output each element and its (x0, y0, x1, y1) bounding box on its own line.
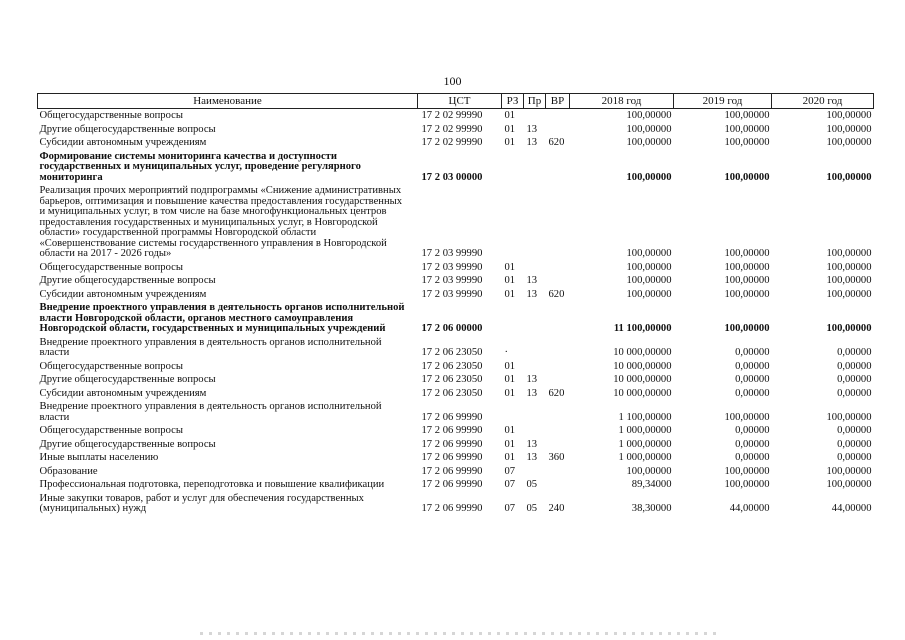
cell-y2020: 100,00000 (826, 275, 872, 286)
cell-y2020: 100,00000 (826, 137, 872, 148)
cell-y2020: 100,00000 (826, 411, 872, 423)
cell-rz: 01 (504, 452, 516, 463)
cell-name: Внедрение проектного управления в деятельность органов исполнительной власти (39, 336, 382, 358)
table-row (38, 261, 874, 275)
cell-rz: 01 (504, 374, 516, 385)
cell-y2018: 11 100,00000 (613, 323, 672, 334)
cell-vr (546, 478, 570, 492)
cell-y2020: 0,00000 (837, 347, 872, 358)
cell-y2020: 44,00000 (831, 503, 872, 514)
cell-y2020: 0,00000 (837, 438, 872, 450)
cell-y2019: 100,00000 (724, 323, 770, 334)
cell-cst: 17 2 03 00000 (421, 171, 483, 183)
cell-vr (546, 360, 570, 374)
cell-y2019: 100,00000 (724, 248, 770, 259)
cell-pr: 13 (526, 438, 538, 450)
cell-y2020: 100,00000 (826, 123, 872, 135)
cell-name: Внедрение проектного управления в деятельность органов исполнительной власти (39, 401, 382, 423)
cell-pr (524, 400, 546, 424)
cell-rz: 01 (504, 360, 516, 372)
cell-y2019: 0,00000 (735, 347, 770, 358)
table-row (38, 400, 874, 424)
header-vr: ВР (546, 94, 570, 109)
cell-y2018: 10 000,00000 (613, 360, 672, 372)
cell-y2019: 44,00000 (729, 503, 770, 514)
cell-cst: 17 2 02 99990 (421, 110, 483, 121)
cell-rz: 01 (504, 275, 516, 286)
table-row (38, 465, 874, 479)
cell-y2018: 100,00000 (626, 465, 672, 477)
cell-vr (546, 184, 570, 261)
cell-pr (524, 150, 546, 185)
table-row (38, 288, 874, 302)
cell-y2019: 100,00000 (724, 479, 770, 490)
cell-vr (546, 465, 570, 479)
table-row (38, 109, 874, 123)
cell-y2018: 1 000,00000 (618, 452, 672, 463)
cell-cst: 17 2 02 99990 (421, 137, 483, 148)
cell-y2019: 0,00000 (735, 438, 770, 450)
cell-pr: 13 (526, 452, 538, 463)
cell-rz: 01 (504, 137, 516, 148)
cell-y2018: 100,00000 (626, 261, 672, 273)
scan-artifact-line (200, 632, 720, 635)
table-row (38, 492, 874, 516)
cell-cst: 17 2 06 99990 (421, 479, 483, 490)
cell-y2019: 100,00000 (724, 411, 770, 423)
table-row (38, 387, 874, 401)
table-row (38, 136, 874, 150)
cell-rz: 01 (504, 288, 516, 300)
header-rz: РЗ (502, 94, 524, 109)
cell-name: Общегосударственные вопросы (39, 360, 183, 372)
table-body (38, 109, 874, 516)
cell-rz (502, 150, 524, 185)
table-row (38, 451, 874, 465)
cell-name: Профессиональная подготовка, переподготовка и повышение квалификации (39, 479, 385, 490)
cell-name: Другие общегосударственные вопросы (39, 123, 216, 135)
table-row (38, 336, 874, 360)
cell-vr: 620 (548, 387, 565, 399)
cell-name: Другие общегосударственные вопросы (39, 275, 216, 286)
cell-y2019: 100,00000 (724, 261, 770, 273)
cell-y2020: 100,00000 (826, 248, 872, 259)
cell-y2020: 100,00000 (826, 288, 872, 300)
cell-name: Образование (39, 465, 98, 477)
cell-y2019: 100,00000 (724, 123, 770, 135)
header-2018: 2018 год (570, 94, 674, 109)
cell-y2018: 1 000,00000 (618, 425, 672, 436)
cell-name: Другие общегосударственные вопросы (39, 374, 216, 385)
cell-y2020: 100,00000 (826, 479, 872, 490)
cell-vr (546, 373, 570, 387)
cell-pr (524, 465, 546, 479)
cell-vr (546, 109, 570, 123)
cell-y2018: 1 000,00000 (618, 438, 672, 450)
cell-pr (524, 336, 546, 360)
cell-name: Общегосударственные вопросы (39, 425, 183, 436)
table-row (38, 274, 874, 288)
cell-vr: 620 (548, 288, 565, 300)
cell-pr: 05 (526, 479, 538, 490)
cell-name: Субсидии автономным учреждениям (39, 137, 207, 148)
cell-name: Формирование системы мониторинга качества и доступности государственных и муниципальных услуг, проведение регулярного мониторинга (39, 150, 361, 183)
cell-vr (546, 336, 570, 360)
cell-y2020: 100,00000 (826, 171, 872, 183)
cell-vr (546, 424, 570, 438)
table-row (38, 123, 874, 137)
cell-rz: 07 (504, 479, 516, 490)
table-row (38, 438, 874, 452)
table-header-row (38, 94, 874, 109)
table-row (38, 150, 874, 185)
cell-name: Внедрение проектного управления в деятельность органов исполнительной власти Новгородской области, органов местного самоуправления Новгородской области, государственных и муниципальных учреждений (39, 302, 405, 334)
cell-y2020: 0,00000 (837, 425, 872, 436)
table-row (38, 360, 874, 374)
cell-y2018: 100,00000 (626, 137, 672, 148)
cell-y2018: 10 000,00000 (613, 387, 672, 399)
cell-y2020: 100,00000 (826, 465, 872, 477)
cell-pr (524, 301, 546, 336)
cell-name: Иные закупки товаров, работ и услуг для обеспечения государственных (муниципальных) нужд (39, 492, 364, 514)
cell-name: Другие общегосударственные вопросы (39, 438, 216, 450)
cell-vr (546, 261, 570, 275)
cell-rz: 01 (504, 123, 516, 135)
cell-rz: 01 (504, 425, 516, 436)
cell-y2020: 0,00000 (837, 360, 872, 372)
cell-name: Субсидии автономным учреждениям (39, 387, 207, 399)
cell-rz (502, 400, 524, 424)
table-row (38, 373, 874, 387)
cell-cst: 17 2 06 23050 (421, 347, 483, 358)
cell-cst: 17 2 06 23050 (421, 360, 483, 372)
cell-y2018: 10 000,00000 (613, 374, 672, 385)
cell-rz: · (504, 347, 509, 358)
cell-cst: 17 2 06 23050 (421, 374, 483, 385)
cell-cst: 17 2 06 99990 (421, 438, 483, 450)
cell-name: Иные выплаты населению (39, 452, 159, 463)
cell-y2018: 38,30000 (631, 503, 672, 514)
cell-pr: 13 (526, 387, 538, 399)
header-pr: Пр (524, 94, 546, 109)
cell-rz (502, 301, 524, 336)
cell-y2019: 0,00000 (735, 374, 770, 385)
cell-pr (524, 424, 546, 438)
cell-cst: 17 2 06 99990 (421, 425, 483, 436)
cell-rz (502, 184, 524, 261)
cell-pr (524, 184, 546, 261)
cell-y2019: 100,00000 (724, 137, 770, 148)
cell-vr (546, 123, 570, 137)
cell-y2019: 0,00000 (735, 425, 770, 436)
cell-name: Общегосударственные вопросы (39, 110, 183, 121)
cell-rz: 07 (504, 503, 516, 514)
cell-cst: 17 2 03 99990 (421, 288, 483, 300)
cell-y2018: 1 100,00000 (618, 411, 672, 423)
cell-cst: 17 2 06 99990 (421, 503, 483, 514)
cell-rz: 01 (504, 387, 516, 399)
cell-pr: 13 (526, 137, 538, 148)
cell-y2018: 89,34000 (631, 479, 672, 490)
cell-y2019: 100,00000 (724, 465, 770, 477)
cell-name: Общегосударственные вопросы (39, 261, 183, 273)
cell-vr (546, 150, 570, 185)
cell-y2018: 100,00000 (626, 248, 672, 259)
cell-y2019: 0,00000 (735, 387, 770, 399)
cell-cst: 17 2 06 23050 (421, 387, 483, 399)
cell-cst: 17 2 06 99990 (421, 411, 483, 423)
header-name: Наименование (38, 94, 418, 109)
cell-y2020: 100,00000 (826, 261, 872, 273)
cell-cst: 17 2 03 99990 (421, 261, 483, 273)
cell-y2020: 100,00000 (826, 323, 872, 334)
cell-pr: 13 (526, 288, 538, 300)
cell-cst: 17 2 03 99990 (421, 275, 483, 286)
cell-y2019: 100,00000 (724, 171, 770, 183)
cell-pr (524, 261, 546, 275)
header-cst: ЦСТ (418, 94, 502, 109)
budget-table (37, 93, 874, 516)
cell-pr (524, 360, 546, 374)
cell-cst: 17 2 02 99990 (421, 123, 483, 135)
cell-cst: 17 2 06 99990 (421, 452, 483, 463)
cell-y2019: 100,00000 (724, 110, 770, 121)
cell-vr: 620 (548, 137, 565, 148)
cell-rz: 01 (504, 261, 516, 273)
table-row (38, 301, 874, 336)
cell-y2018: 100,00000 (626, 171, 672, 183)
cell-y2020: 0,00000 (837, 387, 872, 399)
cell-y2018: 100,00000 (626, 275, 672, 286)
cell-name: Реализация прочих мероприятий подпрограммы «Снижение административных барьеров, оптимизация и повышение качества предоставления государственных и муниципальных услуг, в том числе на базе многофункциональных центров предоставления государственных и муниципальных услуг, в Новгородской области» государственной программы Новгородской области «Совершенствование системы государственного управления в Новгородской области на 2017 - 2026 годы» (39, 185, 403, 259)
cell-pr: 13 (526, 123, 538, 135)
cell-vr (546, 274, 570, 288)
cell-pr: 13 (526, 374, 538, 385)
header-2019: 2019 год (674, 94, 772, 109)
cell-y2018: 100,00000 (626, 123, 672, 135)
table-row (38, 478, 874, 492)
cell-rz: 01 (504, 110, 516, 121)
cell-name: Субсидии автономным учреждениям (39, 288, 207, 300)
cell-y2020: 0,00000 (837, 374, 872, 385)
header-2020: 2020 год (772, 94, 874, 109)
cell-vr (546, 400, 570, 424)
cell-y2019: 0,00000 (735, 452, 770, 463)
cell-rz: 07 (504, 465, 516, 477)
table-row (38, 424, 874, 438)
cell-y2018: 100,00000 (626, 110, 672, 121)
cell-pr: 13 (526, 275, 538, 286)
cell-y2019: 100,00000 (724, 275, 770, 286)
cell-cst: 17 2 06 00000 (421, 323, 483, 334)
cell-vr: 360 (548, 452, 565, 463)
cell-cst: 17 2 03 99990 (421, 248, 483, 259)
cell-y2020: 100,00000 (826, 110, 872, 121)
page-number: 100 (443, 74, 462, 88)
cell-pr: 05 (526, 503, 538, 514)
cell-y2020: 0,00000 (837, 452, 872, 463)
cell-vr: 240 (548, 503, 565, 514)
cell-y2019: 100,00000 (724, 288, 770, 300)
cell-vr (546, 301, 570, 336)
cell-y2018: 10 000,00000 (613, 347, 672, 358)
cell-vr (546, 438, 570, 452)
cell-y2018: 100,00000 (626, 288, 672, 300)
cell-rz: 01 (504, 438, 516, 450)
cell-pr (524, 109, 546, 123)
cell-y2019: 0,00000 (735, 360, 770, 372)
cell-cst: 17 2 06 99990 (421, 465, 483, 477)
table-row (38, 184, 874, 261)
